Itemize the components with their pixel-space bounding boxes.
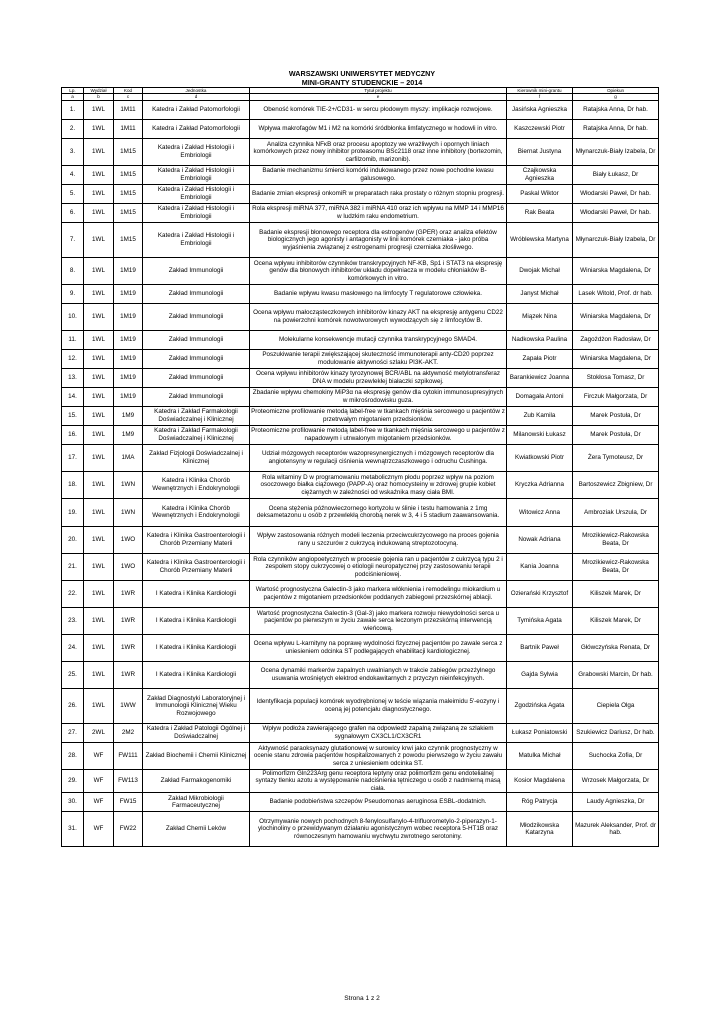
title-cell: Badanie mechanizmu śmierci komórki indukowanego przez nowe pochodne kwasu galusowego. [250,165,507,184]
unit-cell: I Katedra i Klinika Kardiologii [143,634,250,661]
title-cell: Badanie podobieństwa szczepów Pseudomonas aeruginosa ESBL-dodatnich. [250,793,507,812]
code-cell: 1WR [114,661,143,688]
supervisor-cell: Laudy Agnieszka, Dr [573,793,659,812]
title-cell: Badanie wpływu kwasu masłowego na limfocyty T regulatorowe człowieka. [250,284,507,303]
code-cell: 1M9 [114,406,143,425]
code-cell: 1M15 [114,138,143,165]
title-cell: Ocena dynamiki markerów zapalnych uwalnianych w trakcie zabiegów przezżylnego usuwania wrośniętych elektrod endokawitarnych z przyczyn nieinfekcyjnych. [250,661,507,688]
column-header: Wydział [84,88,114,94]
title-cell: Wpływ podłoża zawierającego grafen na odpowiedź zapalną związaną ze szlakiem sygnałowym CX3CL1/CX3CR1 [250,723,507,742]
unit-cell: I Katedra i Klinika Kardiologii [143,607,250,634]
supervisor-cell: Biały Łukasz, Dr [573,165,659,184]
title-cell: Aktywność paraoksynazy glutationowej w surowicy krwi jako czynnik prognostyczny w ocenie stanu zdrowia pacjentów hospitalizowanych z powodu pierwszego w życiu zawału serca z uniesieniem odcinka ST. [250,742,507,769]
title-cell: Otrzymywanie nowych pochodnych 8-fenylosulfanylo-4-trifluorometylo-2-piperazyn-1-ylochinoliny o przewidywanym działaniu agonistycznym wobec receptora 5-HT1B oraz równoczesnym hamowaniu wychwytu zwrotnego serotoniny. [250,812,507,847]
faculty-cell: 1WL [84,303,114,330]
supervisor-cell: Ratajska Anna, Dr hab. [573,100,659,119]
unit-cell: Katedra i Zakład Farmakologii Doświadczalnej i Klinicznej [143,425,250,444]
lp-cell: 12. [62,349,84,368]
lp-cell: 20. [62,526,84,553]
lp-cell: 25. [62,661,84,688]
lp-cell: 13. [62,368,84,387]
faculty-cell: 1WL [84,138,114,165]
supervisor-cell: Winiarska Magdalena, Dr [573,349,659,368]
code-cell: 1M19 [114,349,143,368]
unit-cell: Zakład Immunologii [143,330,250,349]
column-header: Jednostka [143,88,250,94]
unit-cell: Zakład Immunologii [143,349,250,368]
faculty-cell: 1WL [84,688,114,723]
supervisor-cell: Ambroziak Urszula, Dr [573,498,659,526]
code-cell: 1M19 [114,330,143,349]
unit-cell: Zakład Mikrobiologii Farmaceutycznej [143,793,250,812]
supervisor-cell: Ciepiela Olga [573,688,659,723]
table-row [62,257,659,284]
lp-cell: 3. [62,138,84,165]
lp-cell: 30. [62,793,84,812]
faculty-cell: 1WL [84,406,114,425]
unit-cell: Katedra i Zakład Histologii i Embriologii [143,222,250,257]
table-row [62,349,659,368]
faculty-cell: 1WL [84,368,114,387]
code-cell: 1M15 [114,165,143,184]
title-cell: Polimorfizm Gln223Arg genu receptora leptyny oraz polimorfizm genu endotelialnej syntazy tlenku azotu a występowanie nadciśnienia tętniczego u osób z nadmierną masą ciała. [250,769,507,792]
unit-cell: Zakład Biochemii i Chemii Klinicznej [143,742,250,769]
unit-cell: I Katedra i Klinika Kardiologii [143,580,250,607]
code-cell: 1WR [114,580,143,607]
code-cell: 1M19 [114,368,143,387]
faculty-cell: 1WL [84,284,114,303]
supervisor-cell: Włodarski Paweł, Dr hab. [573,203,659,222]
table-row [62,425,659,444]
title-cell: Rola ekspresji miRNA 377, miRNA 382 i miRNA 410 oraz ich wpływu na MMP 14 i MMP16 w ludzkim raku endometrium. [250,203,507,222]
leader-cell: Tymińska Agata [507,607,573,634]
page-subtitle: MINI-GRANTY STUDENCKIE – 2014 [301,78,423,87]
leader-cell: Domagała Antoni [507,387,573,406]
code-cell: 1M19 [114,303,143,330]
unit-cell: Zakład Fizjologii Doświadczalnej i Klinicznej [143,444,250,471]
leader-cell: Nowak Adriana [507,526,573,553]
leader-cell: Kosior Magdalena [507,769,573,792]
code-cell: 1M19 [114,284,143,303]
unit-cell: Katedra i Zakład Histologii i Embriologii [143,165,250,184]
unit-cell: I Katedra i Klinika Kardiologii [143,661,250,688]
title-cell: Proteomiczne profilowanie metodą label-free w tkankach mięśnia sercowego u pacjentów z przetrwałym migotaniem przedsionków. [250,406,507,425]
title-cell: Ocena wpływu inhibitorów czynników transkrypcyjnych NF-KB, Sp1 i STAT3 na ekspresję genów dla błonowych inhibitorów układu dopełniacza w modelu chłoniaków B-komórkowych in vitro. [250,257,507,284]
supervisor-cell: Młynarczuk-Biały Izabela, Dr [573,222,659,257]
unit-cell: Zakład Immunologii [143,387,250,406]
unit-cell: Katedra i Klinika Gastroenterologii i Chorób Przemiany Materii [143,526,250,553]
title-cell: Zbadanie wpływu chemokiny MiP3α na ekspresję genów dla cytokin immunosupresyjnych w mikrośrodowisku guza. [250,387,507,406]
table-row [62,222,659,257]
table-row [62,203,659,222]
table-row [62,368,659,387]
title-cell: Rola czynników angiopoetycznych w procesie gojenia ran u pacjentów z cukrzycą typu 2 i zespołem stopy cukrzycowej o etiologii neuropatycznej przy zastosowaniu terapii podciśnieniowej. [250,553,507,580]
supervisor-cell: Mrozikiewicz-Rakowska Beata, Dr [573,553,659,580]
supervisor-cell: Żera Tymoteusz, Dr [573,444,659,471]
title-cell: Ocena stężenia późnowieczornego kortyzolu w ślinie i testu hamowania z 1mg deksametazonu u osób z przewlekłą chorobą nerek w 3, 4 i 5 stadium zaawansowania. [250,498,507,526]
lp-cell: 9. [62,284,84,303]
leader-cell: Biernat Justyna [507,138,573,165]
unit-cell: Zakład Immunologii [143,284,250,303]
title-cell: Wpływ zastosowania różnych modeli leczenia przeciwcukrzycowego na proces gojenia rany u szczurów z cukrzycą indukowaną streptozotocyną. [250,526,507,553]
table-row [62,444,659,471]
leader-cell: Kwiatkowski Piotr [507,444,573,471]
code-cell: 1WR [114,607,143,634]
lp-cell: 1. [62,100,84,119]
table-row [62,100,659,119]
code-cell: 1WO [114,526,143,553]
supervisor-cell: Suchocka Zofia, Dr [573,742,659,769]
leader-cell: Rak Beata [507,203,573,222]
faculty-cell: 1WL [84,184,114,203]
leader-cell: Jasińska Agnieszka [507,100,573,119]
code-cell: 1M15 [114,203,143,222]
faculty-cell: 1WL [84,387,114,406]
supervisor-cell: Mazurek Aleksander, Prof. dr hab. [573,812,659,847]
unit-cell: Zakład Immunologii [143,303,250,330]
unit-cell: Katedra i Zakład Patomorfologii [143,119,250,138]
faculty-cell: 1WL [84,580,114,607]
leader-cell: Kaszczewski Piotr [507,119,573,138]
page-number: Strona 1 z 2 [344,995,380,1002]
leader-cell: Matulka Michał [507,742,573,769]
leader-cell: Paskal Wiktor [507,184,573,203]
lp-cell: 31. [62,812,84,847]
code-cell: 1M11 [114,100,143,119]
table-row [62,184,659,203]
leader-cell: Zapała Piotr [507,349,573,368]
title-cell: Rola witaminy D w programowaniu metabolicznym płodu poprzez wpływ na poziom osoczowego białka ciążowego (PAPP-A) oraz homocysteiny w zdrowej grupie kobiet ciężarnych w zależności od wskaźnika masy ciała BMI. [250,471,507,498]
unit-cell: Katedra i Zakład Histologii i Embriologii [143,138,250,165]
unit-cell: Katedra i Zakład Farmakologii Doświadczalnej i Klinicznej [143,406,250,425]
faculty-cell: WF [84,812,114,847]
supervisor-cell: Marek Postuła, Dr [573,406,659,425]
column-letter: d [143,94,250,100]
supervisor-cell: Włodarski Paweł, Dr hab. [573,184,659,203]
unit-cell: Katedra i Klinika Gastroenterologii i Chorób Przemiany Materii [143,553,250,580]
lp-cell: 24. [62,634,84,661]
supervisor-cell: Mrozikiewicz-Rakowska Beata, Dr [573,526,659,553]
lp-cell: 29. [62,769,84,792]
table-row [62,812,659,847]
lp-cell: 8. [62,257,84,284]
leader-cell: Zgodzińska Agata [507,688,573,723]
title-cell: Obeność komórek TIE-2+/CD31- w sercu płodowym myszy: implikacje rozwojowe. [250,100,507,119]
faculty-cell: 1WL [84,471,114,498]
supervisor-cell: Szukiewicz Dariusz, Dr hab. [573,723,659,742]
column-letter: b [84,94,114,100]
code-cell: 1WR [114,634,143,661]
title-cell: Wartość prognostyczna Galectin-3 jako markera włóknienia i remodelingu miokardium u pacjentów z migotaniem przedsionków poddanych zabiegowi przezskórnej ablacji. [250,580,507,607]
lp-cell: 6. [62,203,84,222]
page-title: WARSZAWSKI UNIWERSYTET MEDYCZNY [288,69,436,78]
leader-cell: Witowicz Anna [507,498,573,526]
lp-cell: 10. [62,303,84,330]
title-cell: Ocena wpływu małocząsteczkowych inhibitorów kinazy AKT na ekspresję antygenu CD22 na powierzchni komórek nowotworowych wywodzących się z limfocytów B. [250,303,507,330]
supervisor-cell: Bartoszewicz Zbigniew, Dr [573,471,659,498]
column-letter: g [573,94,659,100]
unit-cell: Katedra i Zakład Histologii i Embriologii [143,184,250,203]
lp-cell: 7. [62,222,84,257]
faculty-cell: 1WL [84,100,114,119]
column-letter: e [250,94,507,100]
leader-cell: Ozierański Krzysztof [507,580,573,607]
title-cell: Proteomiczne profilowanie metodą label-free w tkankach mięśnia sercowego u pacjentów z napadowym i utrwalonym migotaniem przedsionków. [250,425,507,444]
table-row [62,387,659,406]
supervisor-cell: Marek Postuła, Dr [573,425,659,444]
faculty-cell: 1WL [84,349,114,368]
supervisor-cell: Lasek Witold, Prof. dr hab. [573,284,659,303]
faculty-cell: 1WL [84,498,114,526]
column-header: Tytuł projektu [250,88,507,94]
code-cell: 1M9 [114,425,143,444]
leader-cell: Zub Kamila [507,406,573,425]
unit-cell: Zakład Chemii Leków [143,812,250,847]
lp-cell: 2. [62,119,84,138]
leader-cell: Miązek Nina [507,303,573,330]
table-row [62,553,659,580]
title-cell: Molekularne konsekwencje mutacji czynnika transkrypcyjnego SMAD4. [250,330,507,349]
faculty-cell: 1WL [84,222,114,257]
table-row [62,498,659,526]
table-row [62,769,659,792]
leader-cell: Nadkowska Paulina [507,330,573,349]
code-cell: 1WW [114,688,143,723]
faculty-cell: WF [84,793,114,812]
supervisor-cell: Stokłosa Tomasz, Dr [573,368,659,387]
lp-cell: 22. [62,580,84,607]
leader-cell: Łukasz Poniatowski [507,723,573,742]
title-cell: Analiza czynnika NFκB oraz procesu apoptozy we wrażliwych i opornych liniach komórkowych przez nowy inhibitor proteasomu BSc2118 oraz inne inhibitory (bortezomin, carfilzomib, marizonib). [250,138,507,165]
code-cell: 1M15 [114,222,143,257]
lp-cell: 23. [62,607,84,634]
table-row [62,580,659,607]
title-cell: Badanie ekspresji błonowego receptora dla estrogenów (GPER) oraz analiza efektów biologicznych jego agonisty i antagonisty w linii komórek czerniaka - jako próba wyjaśnienia związanej z estrogenami progresji czerniaka złośliwego. [250,222,507,257]
title-cell: Wartość prognostyczna Galectin-3 (Gal-3) jako markera rozwoju niewydolności serca u pacjentów po pierwszym w życiu zawale serca leczonym przezskórną interwencją wieńcową. [250,607,507,634]
column-letter: a [62,94,84,100]
table-row [62,793,659,812]
table-row [62,688,659,723]
supervisor-cell: Główczyńska Renata, Dr [573,634,659,661]
code-cell: 2M2 [114,723,143,742]
leader-cell: Czajkowska Agnieszka [507,165,573,184]
table-row [62,284,659,303]
table-row [62,303,659,330]
code-cell: 1MA [114,444,143,471]
table-row [62,526,659,553]
code-cell: 1M19 [114,387,143,406]
leader-cell: Kania Joanna [507,553,573,580]
grants-table [61,87,659,847]
lp-cell: 11. [62,330,84,349]
supervisor-cell: Zagożdżon Radosław, Dr [573,330,659,349]
leader-cell: Dwojak Michał [507,257,573,284]
faculty-cell: 1WL [84,661,114,688]
supervisor-cell: Firczuk Małgorzata, Dr [573,387,659,406]
code-cell: 1M11 [114,119,143,138]
faculty-cell: 1WL [84,444,114,471]
supervisor-cell: Winiarska Magdalena, Dr [573,303,659,330]
title-cell: Udział mózgowych receptorów wazopresynergicznych i mózgowych receptorów dla angiotensyny w regulacji ciśnienia wewnątrzczaszkowego i odruchu Cushinga. [250,444,507,471]
table-body [62,100,659,846]
lp-cell: 19. [62,498,84,526]
lp-cell: 16. [62,425,84,444]
leader-cell: Barankiewicz Joanna [507,368,573,387]
leader-cell: Kryczka Adrianna [507,471,573,498]
code-cell: FW15 [114,793,143,812]
unit-cell: Katedra i Zakład Histologii i Embriologii [143,203,250,222]
column-header: Opiekun [573,88,659,94]
lp-cell: 26. [62,688,84,723]
lp-cell: 17. [62,444,84,471]
leader-cell: Róg Patrycja [507,793,573,812]
lp-cell: 27. [62,723,84,742]
unit-cell: Zakład Immunologii [143,368,250,387]
table-row [62,661,659,688]
table-row [62,330,659,349]
supervisor-cell: Grabowski Marcin, Dr hab. [573,661,659,688]
column-header: Kod [114,88,143,94]
faculty-cell: 1WL [84,553,114,580]
title-cell: Identyfikacja populacji komórek wyodrębnionej w teście wiązania maleimidu 5'-eozyny i oceną jej potencjału diagnostycznego. [250,688,507,723]
column-header: Kierownik mini-grantu [507,88,573,94]
unit-cell: Zakład Immunologii [143,257,250,284]
code-cell: FW22 [114,812,143,847]
column-letter: f [507,94,573,100]
faculty-cell: 1WL [84,607,114,634]
leader-cell: Janyst Michał [507,284,573,303]
lp-cell: 4. [62,165,84,184]
faculty-cell: WF [84,769,114,792]
table-row [62,723,659,742]
unit-cell: Zakład Farmakogenomiki [143,769,250,792]
lp-cell: 21. [62,553,84,580]
unit-cell: Katedra i Zakład Patologii Ogólnej i Doświadczalnej [143,723,250,742]
leader-cell: Bartnik Paweł [507,634,573,661]
column-letter: c [114,94,143,100]
unit-cell: Katedra i Klinika Chorób Wewnętrznych i Endokrynologii [143,471,250,498]
faculty-cell: 1WL [84,526,114,553]
faculty-cell: 1WL [84,634,114,661]
supervisor-cell: Wrzosek Małgorzata, Dr [573,769,659,792]
title-cell: Poszukiwanie terapii zwiększającej skuteczność immunoterapii anty-CD20 poprzez modulowanie aktywności szlaku PI3K-AKT. [250,349,507,368]
column-header: Lp. [62,88,84,94]
unit-cell: Katedra i Klinika Chorób Wewnętrznych i Endokrynologii [143,498,250,526]
code-cell: FW113 [114,769,143,792]
title-cell: Wpływa makrofagów M1 i M2 na komórki śródbłonka limfatycznego w hodowli in vitro. [250,119,507,138]
table-row [62,742,659,769]
supervisor-cell: Ratajska Anna, Dr hab. [573,119,659,138]
lp-cell: 14. [62,387,84,406]
unit-cell: Zakład Diagnostyki Laboratoryjnej i Immunologii Klinicznej Wieku Rozwojowego [143,688,250,723]
supervisor-cell: Kiliszek Marek, Dr [573,607,659,634]
code-cell: FW111 [114,742,143,769]
table-row [62,119,659,138]
supervisor-cell: Winiarska Magdalena, Dr [573,257,659,284]
lp-cell: 15. [62,406,84,425]
faculty-cell: 1WL [84,119,114,138]
code-cell: 1WO [114,553,143,580]
table-row [62,634,659,661]
faculty-cell: 1WL [84,257,114,284]
leader-cell: Wróblewska Martyna [507,222,573,257]
code-cell: 1M19 [114,257,143,284]
title-cell: Ocena wpływu inhibitorów kinazy tyrozynowej BCR/ABL na aktywność metylotransferaz DNA w modelu przewlekłej białaczki szpikowej. [250,368,507,387]
faculty-cell: 1WL [84,203,114,222]
table-row [62,471,659,498]
lp-cell: 28. [62,742,84,769]
code-cell: 1M15 [114,184,143,203]
faculty-cell: 1WL [84,165,114,184]
faculty-cell: WF [84,742,114,769]
unit-cell: Katedra i Zakład Patomorfologii [143,100,250,119]
code-cell: 1WN [114,471,143,498]
supervisor-cell: Młynarczuk-Biały Izabela, Dr [573,138,659,165]
lp-cell: 5. [62,184,84,203]
table-row [62,607,659,634]
title-cell: Ocena wpływu L-karnityny na poprawę wydolności fizycznej pacjentów po zawale serca z uniesieniem odcinka ST podlegających ehabilitacji kardiologicznej. [250,634,507,661]
table-row [62,138,659,165]
code-cell: 1WN [114,498,143,526]
supervisor-cell: Kiliszek Marek, Dr [573,580,659,607]
faculty-cell: 1WL [84,330,114,349]
table-row [62,406,659,425]
leader-cell: Milanowski Łukasz [507,425,573,444]
faculty-cell: 2WL [84,723,114,742]
leader-cell: Gajda Sylwia [507,661,573,688]
faculty-cell: 1WL [84,425,114,444]
lp-cell: 18. [62,471,84,498]
table-row [62,165,659,184]
title-cell: Badanie zmian ekspresji onkomiR w preparatach raka prostaty o różnym stopniu progresji. [250,184,507,203]
leader-cell: Młodzikowska Katarzyna [507,812,573,847]
